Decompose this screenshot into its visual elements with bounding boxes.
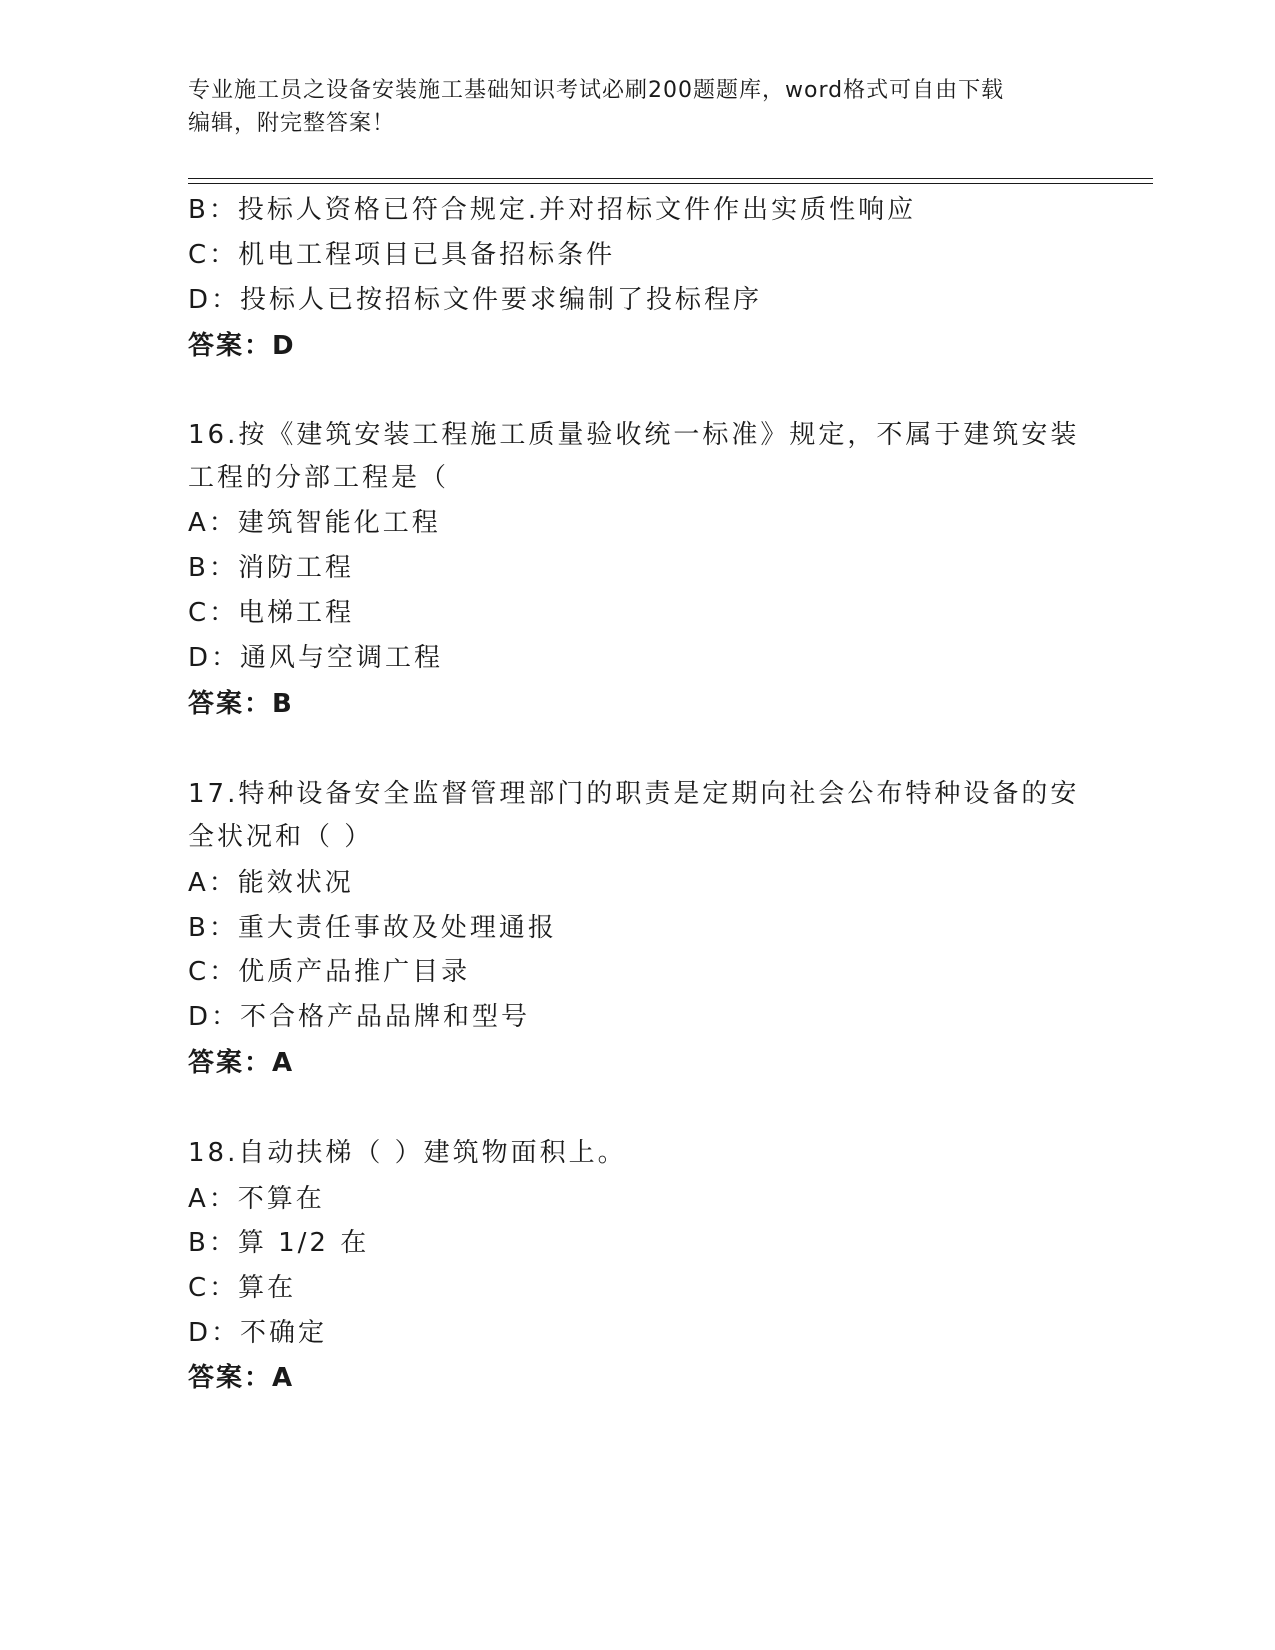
q18-option-c: C：算在 bbox=[188, 1273, 297, 1303]
q17-stem-line-1: 17.特种设备安全监督管理部门的职责是定期向社会公布特种设备的安 bbox=[188, 779, 1080, 809]
q16-option-a: A：建筑智能化工程 bbox=[188, 508, 441, 538]
q17-option-d: D：不合格产品品牌和型号 bbox=[188, 1002, 531, 1032]
q16-stem-line-1: 16.按《建筑安装工程施工质量验收统一标准》规定，不属于建筑安装 bbox=[188, 420, 1080, 450]
q16-option-d: D：通风与空调工程 bbox=[188, 643, 444, 673]
q15-option-c: C：机电工程项目已具备招标条件 bbox=[188, 240, 616, 270]
header-line-2: 编辑，附完整答案！ bbox=[188, 111, 396, 136]
header-divider-bottom bbox=[188, 183, 1153, 184]
document-header bbox=[188, 74, 1088, 140]
q17-answer: 答案：A bbox=[188, 1048, 295, 1078]
q18-option-b: B：算 1/2 在 bbox=[188, 1228, 370, 1258]
q16-option-b: B：消防工程 bbox=[188, 553, 354, 583]
q18-answer: 答案：A bbox=[188, 1363, 295, 1393]
q16-answer: 答案：B bbox=[188, 689, 294, 719]
q18-option-d: D：不确定 bbox=[188, 1318, 328, 1348]
q15-answer: 答案：D bbox=[188, 331, 296, 361]
q16-option-c: C：电梯工程 bbox=[188, 598, 355, 628]
q15-option-d: D：投标人已按招标文件要求编制了投标程序 bbox=[188, 285, 763, 315]
q17-option-c: C：优质产品推广目录 bbox=[188, 957, 471, 987]
q16-stem-line-2: 工程的分部工程是（ bbox=[188, 463, 450, 493]
q17-stem-line-2: 全状况和（ ） bbox=[188, 822, 374, 852]
q17-option-a: A：能效状况 bbox=[188, 868, 354, 898]
q18-stem-line-1: 18.自动扶梯（ ）建筑物面积上。 bbox=[188, 1138, 627, 1168]
q18-option-a: A：不算在 bbox=[188, 1184, 325, 1214]
q17-option-b: B：重大责任事故及处理通报 bbox=[188, 913, 557, 943]
header-line-1: 专业施工员之设备安装施工基础知识考试必刷200题题库，word格式可自由下载 bbox=[188, 78, 1005, 103]
q15-option-b: B：投标人资格已符合规定.并对招标文件作出实质性响应 bbox=[188, 195, 917, 225]
header-divider-top bbox=[188, 178, 1153, 179]
